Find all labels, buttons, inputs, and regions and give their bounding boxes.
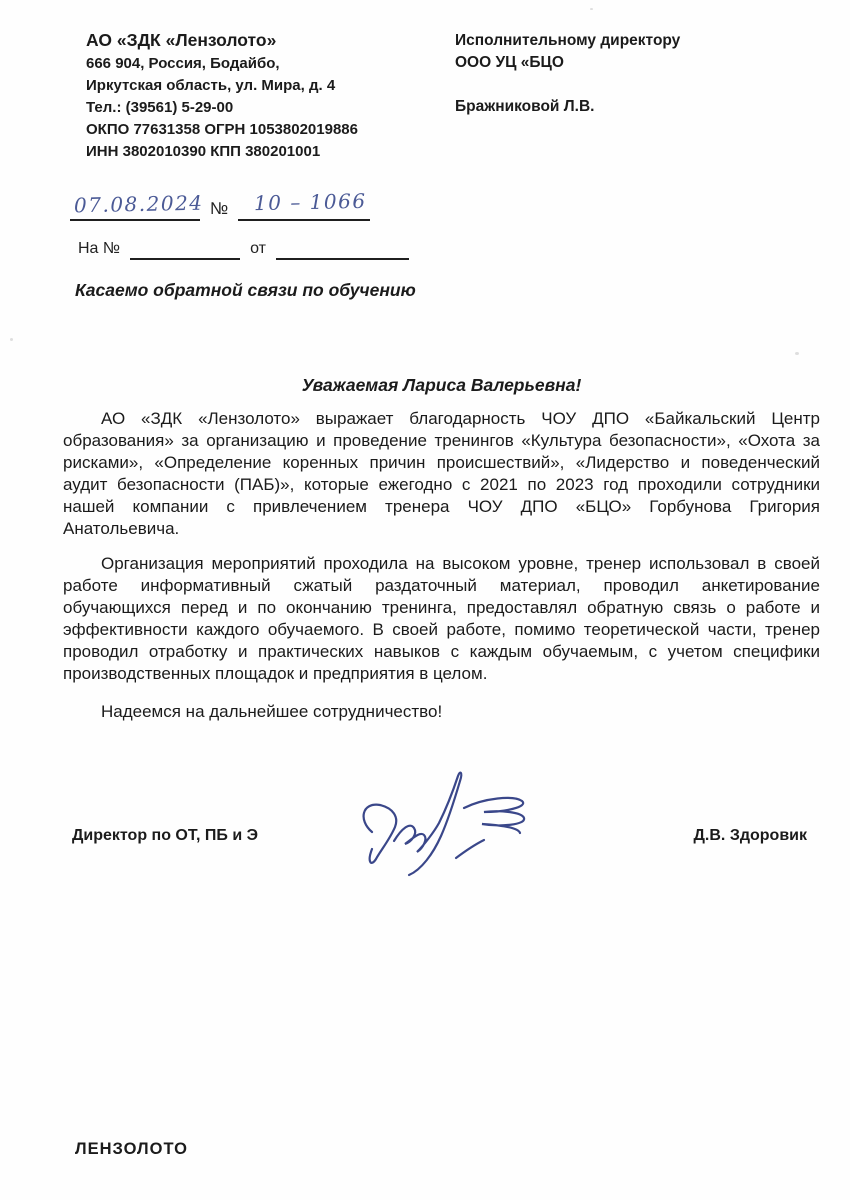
scan-speck bbox=[10, 338, 13, 341]
recipient-person: Бражниковой Л.В. bbox=[455, 98, 595, 115]
signature-ink bbox=[352, 768, 552, 891]
recipient-org: ООО УЦ «БЦО bbox=[455, 54, 564, 71]
closing-line: Надеемся на дальнейшее сотрудничество! bbox=[101, 702, 443, 721]
sender-phone: Тел.: (39561) 5-29-00 bbox=[86, 99, 234, 116]
salutation: Уважаемая Лариса Валерьевна! bbox=[301, 375, 582, 395]
scan-speck bbox=[795, 352, 799, 355]
subject-line: Касаемо обратной связи по обучению bbox=[75, 280, 416, 300]
handwritten-number: 10 – 1066 bbox=[253, 188, 367, 216]
recipient-title: Исполнительному директору bbox=[455, 32, 681, 49]
reply-number-blank bbox=[130, 240, 240, 260]
sender-block bbox=[86, 28, 358, 163]
sender-codes-line1: ОКПО 77631358 ОГРН 1053802019886 bbox=[86, 121, 358, 138]
date-underline bbox=[70, 219, 200, 221]
signer-name: Д.В. Здоровик bbox=[693, 827, 807, 844]
reply-number-label: На № bbox=[78, 240, 121, 257]
sender-address-line2: Иркутская область, ул. Мира, д. 4 bbox=[86, 77, 336, 94]
reply-reference-line bbox=[78, 240, 409, 260]
recipient-block bbox=[455, 30, 680, 118]
number-sign: № bbox=[210, 199, 229, 218]
body-paragraph-1: АО «ЗДК «Лензолото» выражает благодарность ЧОУ ДПО «Байкальский Центр образования» за организацию и проведение тренингов «Культура безопасности», «Охота за рисками», «Определение коренных причин происшествий», «Лидерство и поведенческий аудит безопасности (ПАБ)», которые ежегодно с 2021 по 2023 год проходили сотрудники нашей компании с привлечением тренера ЧОУ ДПО «БЦО» Горбунова Григория Анатольевича. bbox=[63, 409, 820, 538]
handwritten-date: 07.08.2024 bbox=[73, 190, 204, 218]
sender-company-name: АО «ЗДК «Лензолото» bbox=[86, 30, 277, 50]
footer-company: ЛЕНЗОЛОТО bbox=[75, 1140, 188, 1158]
scan-speck bbox=[590, 8, 593, 10]
letter-body bbox=[63, 408, 820, 736]
reply-from-label: от bbox=[250, 240, 266, 257]
sender-codes-line2: ИНН 3802010390 КПП 380201001 bbox=[86, 143, 321, 160]
number-underline bbox=[238, 219, 370, 221]
signature-scribble-icon bbox=[352, 768, 552, 886]
signer-position-title: Директор по ОТ, ПБ и Э bbox=[72, 827, 259, 844]
sender-address-line1: 666 904, Россия, Бодайбо, bbox=[86, 55, 280, 72]
reply-date-blank bbox=[276, 240, 409, 260]
body-paragraph-2: Организация мероприятий проходила на высоком уровне, тренер использовал в своей работе информативный сжатый раздаточный материал, проводил анкетирование обучающихся перед и по окончанию тренинга, предоставлял обратную связь о работе и эффективности каждого обучаемого. В своей работе, помимо теоретической части, тренер проводил отработку и практических навыков с каждым обучаемым, с учетом специфики производственных площадок и предприятия в целом. bbox=[63, 554, 820, 683]
